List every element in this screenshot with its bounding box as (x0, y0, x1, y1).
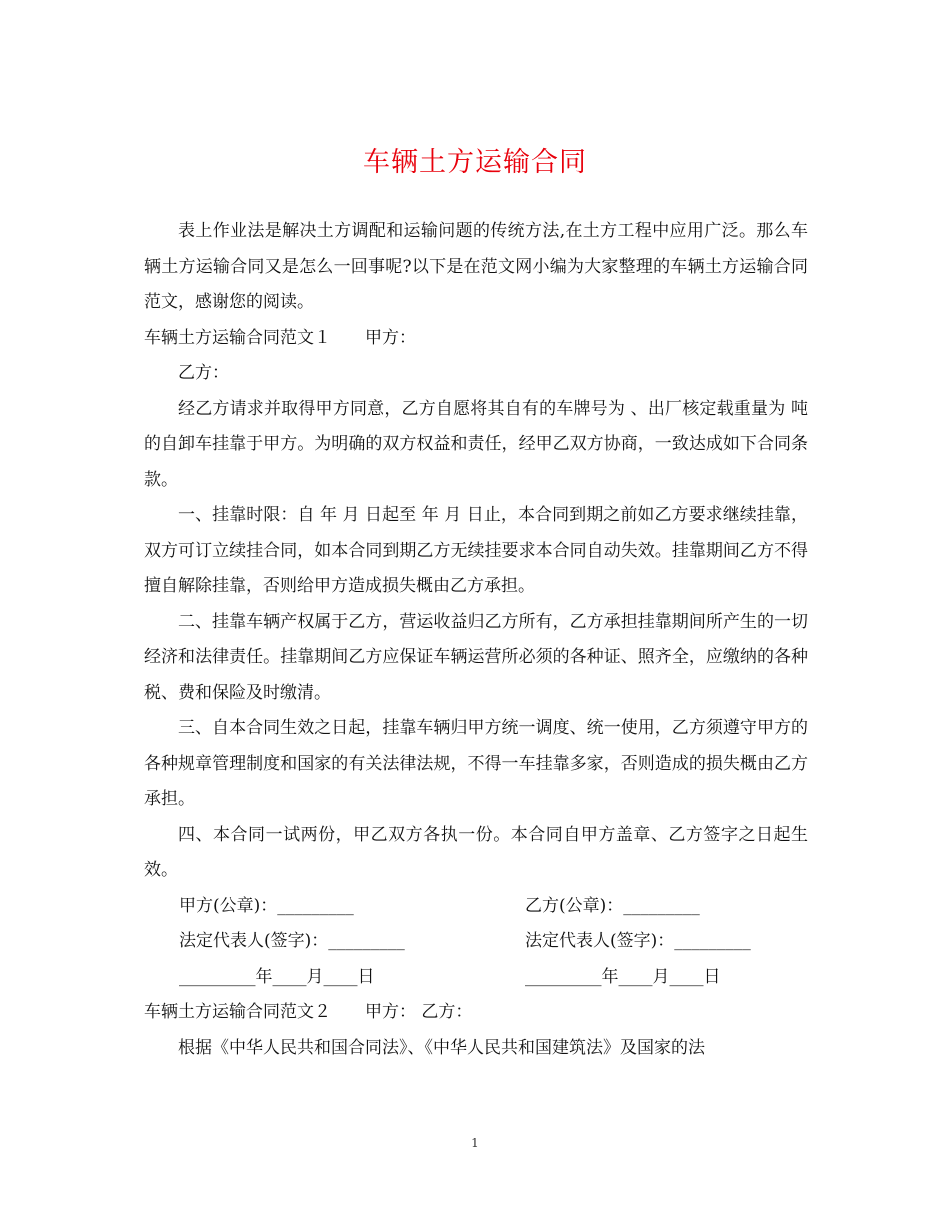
sample2-parties: 甲方： 乙方： (365, 1002, 473, 1022)
sample1-heading: 车辆土方运输合同范文１ (144, 327, 331, 348)
sample1-party-b: 乙方： (178, 363, 229, 383)
party-a-seal-line: 甲方(公章)：_________ (179, 895, 354, 916)
clause-1-paragraph: 一、挂靠时限：自 年 月 日起至 年 月 日止，本合同到期之前如乙方要求继续挂靠，双方可订立续挂合同，如本合同到期乙方无续挂要求本合同自动失效。挂靠期间乙方不得擅自解除挂靠，否则给甲方造成损失概由乙方承担。 (144, 505, 808, 596)
party-a-date-line: _________年____月____日 (179, 966, 375, 987)
party-b-date-line: _________年____月____日 (525, 966, 721, 987)
signature-row-seal (144, 889, 808, 925)
clause-3-paragraph: 三、自本合同生效之日起，挂靠车辆归甲方统一调度、统一使用，乙方须遵守甲方的各种规章管理制度和国家的有关法律法规，不得一车挂靠多家，否则造成的损失概由乙方承担。 (144, 718, 808, 809)
clause-4-paragraph: 四、本合同一试两份，甲乙双方各执一份。本合同自甲方盖章、乙方签字之日起生效。 (144, 824, 808, 880)
document-title: 车辆土方运输合同 (363, 147, 587, 178)
sample2-heading: 车辆土方运输合同范文２ (144, 1002, 331, 1022)
sample1-heading-line (144, 321, 808, 357)
sample2-heading-line (144, 995, 808, 1031)
clause-2-paragraph: 二、挂靠车辆产权属于乙方，营运收益归乙方所有，乙方承担挂靠期间所产生的一切经济和法律责任。挂靠期间乙方应保证车辆运营所必须的各种证、照齐全，应缴纳的各种税、费和保险及时缴清。 (144, 611, 808, 703)
party-a-representative-line: 法定代表人(签字)：_________ (179, 931, 405, 951)
party-b-seal-line: 乙方(公章)：_________ (525, 895, 700, 916)
document-body (144, 214, 808, 1066)
sample1-party-a: 甲方： (365, 327, 416, 348)
page-number: 1 (471, 1136, 479, 1150)
sample2-opening-paragraph: 根据《中华人民共和国合同法》、《中华人民共和国建筑法》及国家的法 (178, 1037, 705, 1058)
signature-row-representative (144, 924, 808, 960)
preamble-paragraph: 经乙方请求并取得甲方同意，乙方自愿将其自有的车牌号为 、出厂核定载重量为 吨的自卸车挂靠于甲方。为明确的双方权益和责任，经甲乙双方协商，一致达成如下合同条款。 (144, 398, 808, 490)
intro-paragraph: 表上作业法是解决土方调配和运输问题的传统方法,在土方工程中应用广泛。那么车辆土方运输合同又是怎么一回事呢?以下是在范文网小编为大家整理的车辆土方运输合同范文，感谢您的阅读。 (144, 221, 808, 312)
party-b-representative-line: 法定代表人(签字)：_________ (525, 931, 751, 951)
signature-row-date (144, 960, 808, 996)
